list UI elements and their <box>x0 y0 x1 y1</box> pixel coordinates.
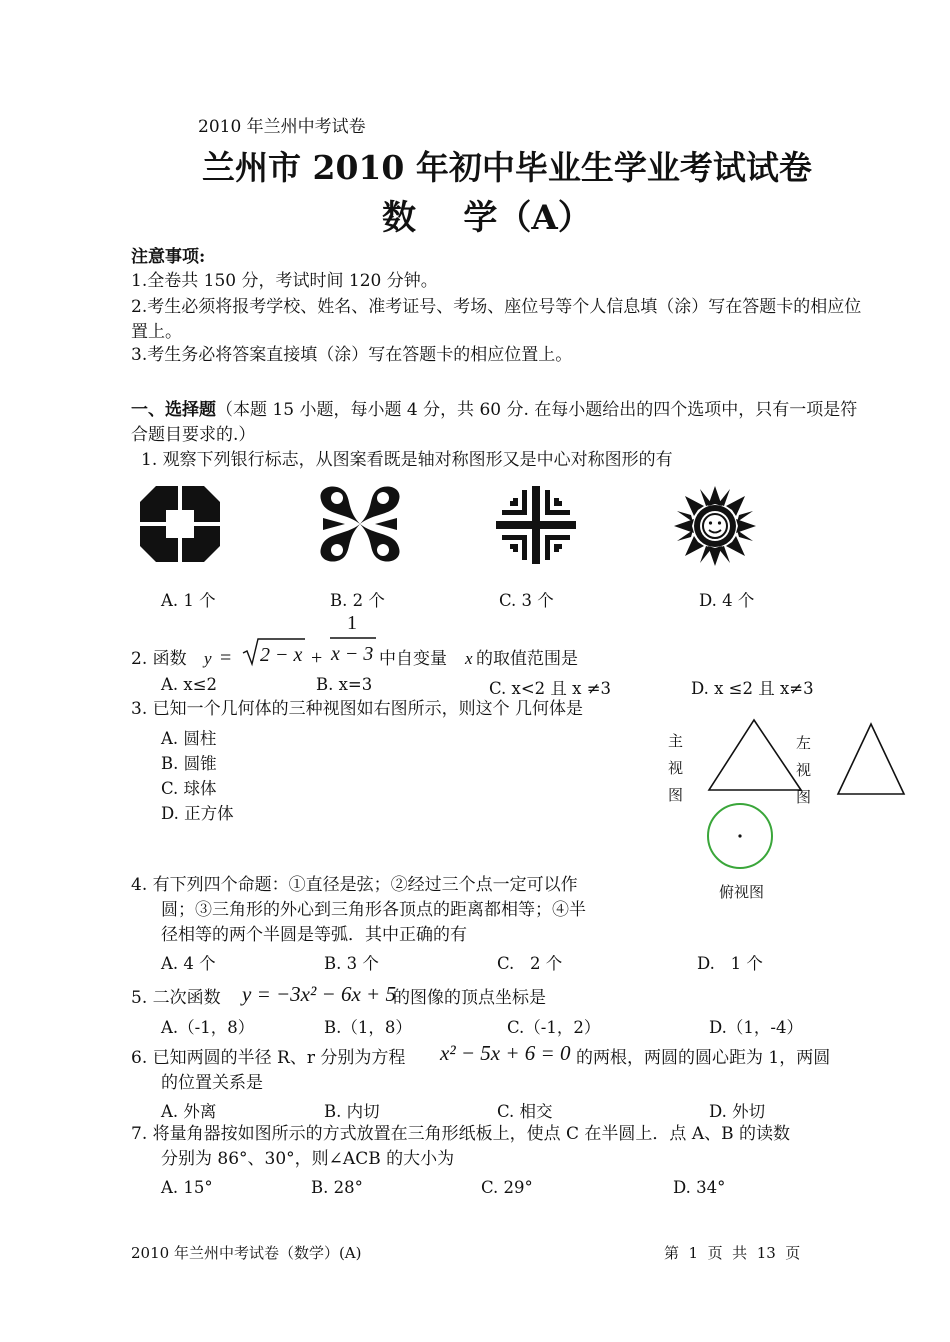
q6-formula: x² − 5x + 6 = 0 <box>440 1041 571 1065</box>
q6-tail: 的两根，两圆的圆心距为 1，两圆 <box>576 1048 831 1068</box>
q2-tail2: 的取值范围是 <box>476 649 578 669</box>
bank-logo-cross <box>494 484 578 566</box>
q2-option-b[interactable]: B. x=3 <box>316 675 373 694</box>
q7-line1: 7. 将量角器按如图所示的方式放置在三角形纸板上，使点 C 在半圆上．点 A、B 的读数 <box>131 1124 791 1144</box>
q5-formula: y = −3x² − 6x + 5 <box>242 982 396 1006</box>
q4-stem-line3: 径相等的两个半圆是等弧．其中正确的有 <box>161 925 467 945</box>
q3-option-c[interactable]: C. 球体 <box>161 779 217 798</box>
bank-logo-square <box>138 484 222 564</box>
q3-option-b[interactable]: B. 圆锥 <box>161 754 217 773</box>
front-view-label: 主视图 <box>668 732 684 804</box>
q5-label: 5. 二次函数 <box>131 988 221 1008</box>
q2-radicand: 2 − x <box>260 644 303 666</box>
q2-denominator: x − 3 <box>331 643 374 665</box>
top-view-label: 俯视图 <box>719 883 765 901</box>
q1-option-b[interactable]: B. 2 个 <box>330 591 385 610</box>
q2-plus: + <box>311 647 323 669</box>
note-item-2: 2.考生必须将报考学校、姓名、准考证号、考场、座位号等个人信息填（涂）写在答题卡的相应位置上。 <box>131 297 862 342</box>
q4-option-b[interactable]: B. 3 个 <box>324 954 379 973</box>
q1-stem: 1. 观察下列银行标志，从图案看既是轴对称图形又是中心对称图形的有 <box>141 450 673 470</box>
section-intro <box>131 398 866 448</box>
q5-tail: 的图像的顶点坐标是 <box>393 988 546 1008</box>
q5-option-a[interactable]: A.（-1，8） <box>161 1018 255 1037</box>
q6-option-c[interactable]: C. 相交 <box>497 1102 553 1121</box>
q4-stem-line1: 4. 有下列四个命题：①直径是弦；②经过三个点一定可以作 <box>131 875 578 895</box>
q2-eq: = <box>220 647 232 669</box>
q4-option-c[interactable]: C. 2 个 <box>497 954 563 973</box>
top-view-circle <box>705 801 775 871</box>
front-view-triangle <box>707 718 803 792</box>
q6-option-b[interactable]: B. 内切 <box>324 1102 380 1121</box>
q6-option-d[interactable]: D. 外切 <box>709 1102 766 1121</box>
q2-option-a[interactable]: A. x≤2 <box>161 675 218 694</box>
q3-option-d[interactable]: D. 正方体 <box>161 804 234 823</box>
left-view-triangle <box>836 722 906 796</box>
section-desc: （本题 15 小题，每小题 4 分，共 60 分. 在每小题给出的四个选项中，只有一项是符合题目要求的.） <box>131 400 858 445</box>
q5-option-d[interactable]: D.（1，-4） <box>709 1018 803 1037</box>
fraction-bar <box>330 637 376 639</box>
q7-option-d[interactable]: D. 34° <box>673 1178 726 1197</box>
q2-option-c[interactable]: C. x<2 且 x ≠3 <box>489 679 612 698</box>
q1-option-d[interactable]: D. 4 个 <box>699 591 755 610</box>
q4-stem-line2: 圆；③三角形的外心到三角形各顶点的距离都相等；④半 <box>161 900 586 920</box>
footer-page-number: 第 1 页 共 13 页 <box>664 1244 801 1262</box>
q2-x: x <box>465 649 473 668</box>
q7-line2: 分别为 86°、30°，则∠ACB 的大小为 <box>161 1149 455 1169</box>
q7-option-a[interactable]: A. 15° <box>161 1178 213 1197</box>
q6-option-a[interactable]: A. 外离 <box>161 1102 217 1121</box>
note-item-3: 3.考生务必将答案直接填（涂）写在答题卡的相应位置上。 <box>131 345 573 365</box>
q2-tail: 中自变量 <box>379 649 447 669</box>
q5-option-c[interactable]: C.（-1，2） <box>507 1018 601 1037</box>
q3-stem: 3. 已知一个几何体的三种视图如右图所示，则这个 几何体是 <box>131 699 584 719</box>
q5-option-b[interactable]: B.（1，8） <box>324 1018 412 1037</box>
q2-numerator: 1 <box>347 612 357 634</box>
q1-option-c[interactable]: C. 3 个 <box>499 591 554 610</box>
notes-heading: 注意事项: <box>131 247 206 267</box>
q7-option-b[interactable]: B. 28° <box>311 1178 363 1197</box>
top-label: 2010 年兰州中考试卷 <box>198 117 366 137</box>
footer-left: 2010 年兰州中考试卷（数学）(A) <box>131 1244 362 1262</box>
left-view-label: 左视图 <box>796 734 812 806</box>
q1-option-a[interactable]: A. 1 个 <box>161 591 216 610</box>
bank-logo-sun <box>672 484 758 568</box>
page-title: 兰州市 2010 年初中毕业生学业考试试卷 <box>202 148 812 187</box>
q2-label: 2. 函数 <box>131 649 187 669</box>
section-title: 一、选择题 <box>131 400 216 420</box>
subject-title: 数 学（A） <box>382 198 592 238</box>
note-item-1: 1.全卷共 150 分，考试时间 120 分钟。 <box>131 271 438 291</box>
q3-option-a[interactable]: A. 圆柱 <box>161 729 217 748</box>
q6-label: 6. 已知两圆的半径 R、r 分别为方程 <box>131 1048 406 1068</box>
q7-option-c[interactable]: C. 29° <box>481 1178 533 1197</box>
q4-option-a[interactable]: A. 4 个 <box>161 954 216 973</box>
q6-line2: 的位置关系是 <box>161 1073 263 1093</box>
q2-option-d[interactable]: D. x ≤2 且 x≠3 <box>691 679 814 698</box>
q4-option-d[interactable]: D. 1 个 <box>697 954 763 973</box>
bank-logo-knot <box>315 482 405 566</box>
q2-y: y <box>204 649 212 668</box>
